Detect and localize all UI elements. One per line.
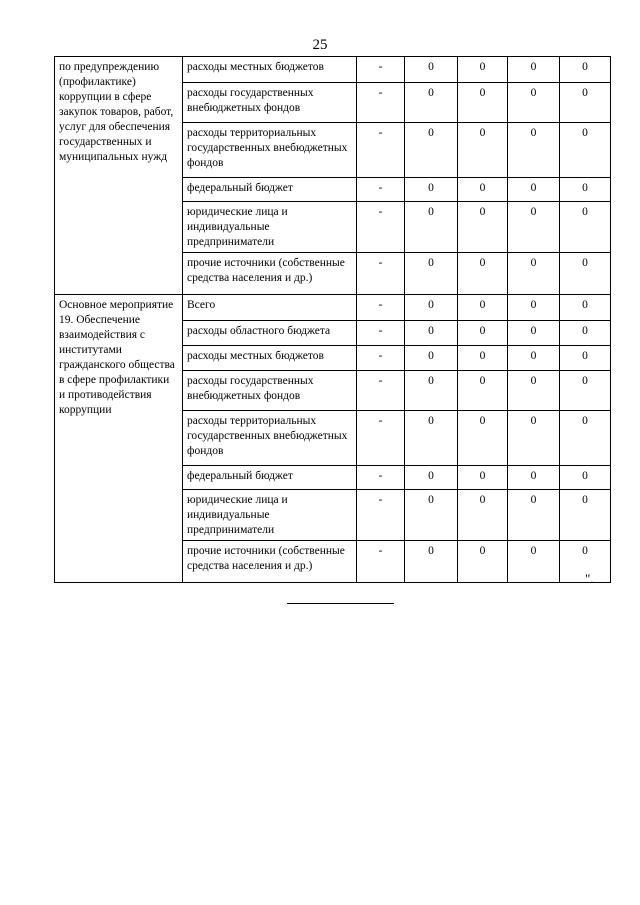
funding-value-cell: 0 [508,202,560,253]
funding-source-label: расходы государственных внебюджетных фондов [183,371,357,411]
funding-source-label: федеральный бюджет [183,178,357,202]
funding-value-cell: 0 [560,466,611,490]
funding-value-cell: - [357,83,405,123]
funding-value-cell: 0 [458,490,508,541]
funding-source-label: прочие источники (собственные средства населения и др.) [183,253,357,295]
funding-value-cell: 0 [560,253,611,295]
funding-value-cell: - [357,466,405,490]
funding-value-cell: 0 [458,346,508,371]
funding-value-cell: 0 [405,371,458,411]
funding-source-label: расходы местных бюджетов [183,57,357,83]
funding-value-cell: 0 [405,253,458,295]
funding-value-cell: 0 [560,346,611,371]
funding-source-label: расходы государственных внебюджетных фондов [183,83,357,123]
funding-value-cell: 0 [560,321,611,346]
funding-value-cell: - [357,202,405,253]
activity-description: по предупреждению (профилактике) коррупции в сфере закупок товаров, работ, услуг для обеспечения государственных и муниципальных нужд [55,57,183,295]
funding-value-cell: 0 [458,57,508,83]
funding-value-cell: - [357,57,405,83]
funding-source-label: юридические лица и индивидуальные предприниматели [183,202,357,253]
funding-source-label: прочие источники (собственные средства населения и др.) [183,541,357,583]
funding-value-cell: 0 [458,202,508,253]
funding-source-label: расходы территориальных государственных внебюджетных фондов [183,123,357,178]
funding-value-cell: 0 [458,178,508,202]
funding-value-cell: 0 [560,57,611,83]
funding-source-label: юридические лица и индивидуальные предприниматели [183,490,357,541]
funding-source-label: расходы территориальных государственных внебюджетных фондов [183,411,357,466]
footer-rule [287,603,394,604]
funding-value-cell: 0 [508,178,560,202]
funding-value-cell: 0 [458,83,508,123]
funding-value-cell: 0 [560,411,611,466]
funding-value-cell: 0 [560,371,611,411]
funding-value-cell: 0 [560,202,611,253]
funding-value-cell: - [357,346,405,371]
funding-value-cell: 0 [458,466,508,490]
activity-description: Основное мероприятие 19. Обеспечение взаимодействия с институтами гражданского общества в сфере профилактики и противодействия коррупции [55,295,183,583]
funding-value-cell: 0 [560,490,611,541]
table-row [55,295,611,321]
funding-value-cell: - [357,295,405,321]
funding-value-cell: 0 [458,253,508,295]
funding-value-cell: 0 [508,321,560,346]
funding-value-cell: 0 [508,57,560,83]
funding-value-cell: 0 [458,371,508,411]
funding-value-cell: - [357,123,405,178]
funding-value-cell: 0 [508,123,560,178]
funding-value-cell: 0 [508,541,560,583]
funding-source-label: Всего [183,295,357,321]
funding-value-cell: 0 [560,123,611,178]
funding-value-cell: 0 [508,466,560,490]
funding-value-cell: 0 [508,253,560,295]
funding-source-label: расходы местных бюджетов [183,346,357,371]
funding-value-cell: - [357,490,405,541]
funding-value-cell: 0 [405,490,458,541]
funding-value-cell: 0 [458,321,508,346]
funding-value-cell: - [357,178,405,202]
funding-value-cell: 0 [405,541,458,583]
funding-value-cell: 0 [405,321,458,346]
funding-value-cell: - [357,253,405,295]
funding-value-cell: 0 [458,123,508,178]
funding-value-cell: 0 [560,83,611,123]
funding-value-cell: 0 [405,83,458,123]
funding-table [54,56,611,583]
funding-source-label: федеральный бюджет [183,466,357,490]
closing-quote: ". [585,571,594,586]
funding-value-cell: 0 [508,295,560,321]
funding-value-cell: 0 [458,411,508,466]
funding-value-cell: - [357,411,405,466]
funding-value-cell: 0 [508,411,560,466]
funding-value-cell: 0 [508,83,560,123]
funding-value-cell: 0 [405,346,458,371]
funding-value-cell: 0 [405,202,458,253]
funding-value-cell: 0 [508,371,560,411]
funding-value-cell: 0 [405,178,458,202]
funding-value-cell: 0 [508,490,560,541]
funding-source-label: расходы областного бюджета [183,321,357,346]
funding-value-cell: - [357,541,405,583]
funding-value-cell: - [357,321,405,346]
funding-value-cell: 0 [405,295,458,321]
funding-value-cell: 0 [560,295,611,321]
funding-value-cell: 0 [405,411,458,466]
funding-value-cell: - [357,371,405,411]
table-row [55,57,611,83]
funding-value-cell: 0 [405,57,458,83]
funding-value-cell: 0 [405,466,458,490]
funding-value-cell: 0 [458,295,508,321]
funding-value-cell: 0 [405,123,458,178]
funding-value-cell: 0 [508,346,560,371]
funding-value-cell: 0 [560,541,611,583]
page-number: 25 [312,37,328,53]
funding-value-cell: 0 [458,541,508,583]
funding-value-cell: 0 [560,178,611,202]
